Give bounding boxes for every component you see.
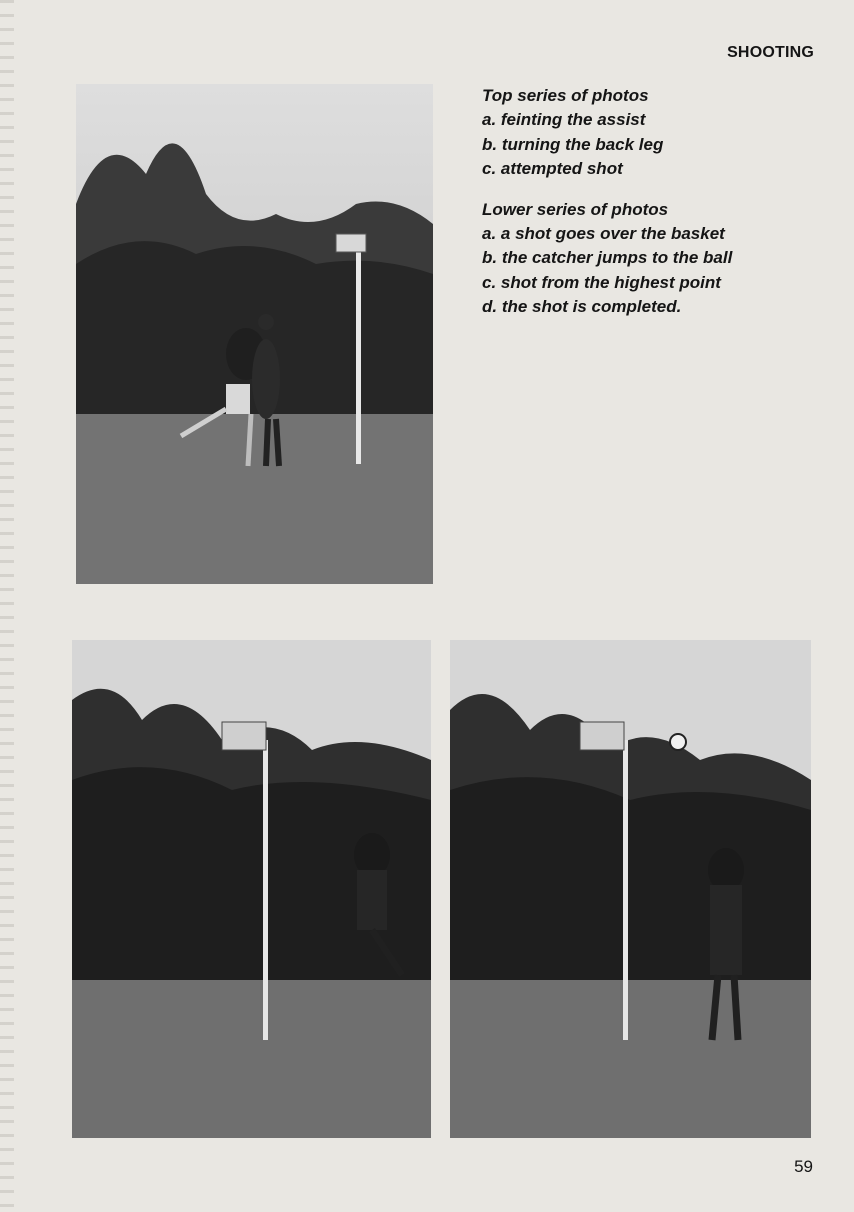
section-header: SHOOTING (727, 44, 814, 61)
caption-item: a. feinting the assist (482, 110, 646, 130)
caption-item: d. the shot is completed. (482, 297, 682, 317)
caption-item: b. turning the back leg (482, 134, 664, 154)
spiral-binding (0, 0, 14, 1212)
page-number: 59 (794, 1157, 813, 1176)
caption-item: a. a shot goes over the basket (482, 224, 725, 244)
lower-series-heading: Lower series of photos (482, 199, 669, 219)
caption-item: b. the catcher jumps to the ball (482, 248, 733, 268)
lower-right-photo (450, 640, 811, 1138)
lower-left-photo (72, 640, 431, 1138)
caption-item: c. attempted shot (482, 159, 623, 179)
show-through-text (80, 50, 84, 67)
top-photo (76, 84, 433, 584)
photo-caption (482, 84, 832, 320)
caption-item: c. shot from the highest point (482, 272, 721, 292)
top-series-heading: Top series of photos (482, 86, 649, 105)
